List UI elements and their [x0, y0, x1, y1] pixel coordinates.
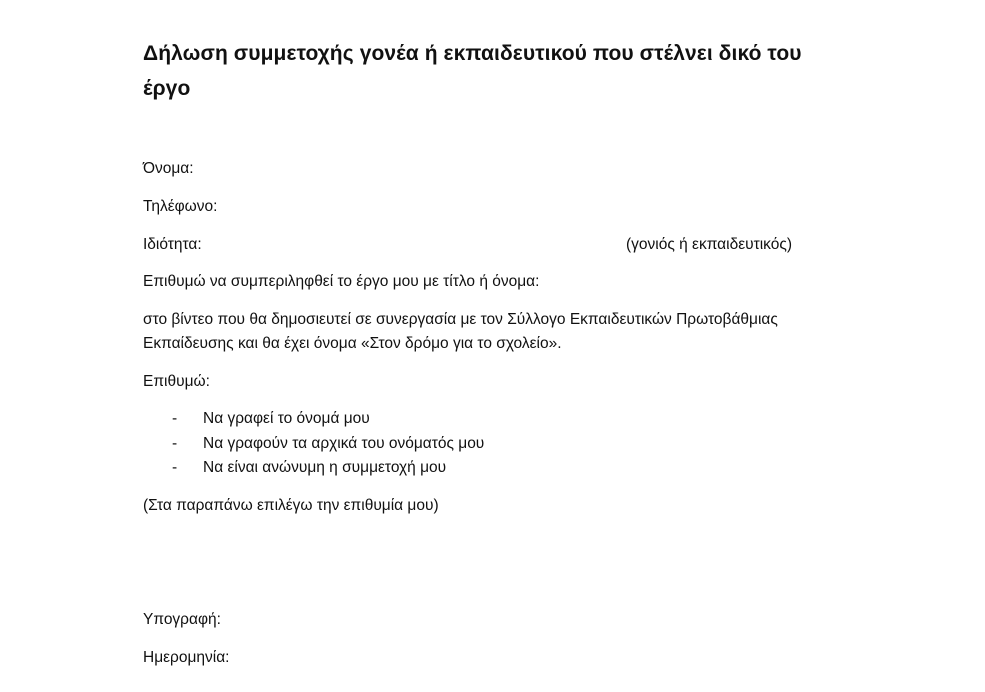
work-title-label: Επιθυμώ να συμπεριληφθεί το έργο μου με τίτλο ή όνομα:	[143, 273, 540, 290]
role-field-label: Ιδιότητα:	[143, 236, 202, 253]
list-item	[143, 407, 484, 432]
list-item	[143, 432, 484, 457]
date-label: Ημερομηνία:	[143, 649, 230, 666]
options-list	[143, 407, 484, 481]
signature-label: Υπογραφή:	[143, 611, 221, 628]
document-title: Δήλωση συμμετοχής γονέα ή εκπαιδευτικού που στέλνει δικό του έργο	[143, 42, 802, 100]
role-field-note: (γονιός ή εκπαιδευτικός)	[626, 236, 792, 253]
option-anonymous: Να είναι ανώνυμη η συμμετοχή μου	[203, 459, 447, 476]
list-dash: -	[172, 410, 178, 427]
list-item	[143, 456, 484, 481]
list-dash: -	[172, 459, 178, 476]
list-dash: -	[172, 434, 178, 452]
option-name-visible: Να γραφεί το όνομά μου	[203, 410, 370, 427]
option-initials: Να γραφούν τα αρχικά του ονόματός μου	[203, 434, 485, 452]
name-field-label: Όνομα:	[143, 160, 194, 177]
video-paragraph: στο βίντεο που θα δημοσιευτεί σε συνεργασία με τον Σύλλογο Εκπαιδευτικών Πρωτοβάθμιας Εκπαίδευσης και θα έχει όνομα «Στον δρόμο για το σχολείο».	[143, 311, 778, 352]
role-field	[143, 233, 843, 257]
wish-label: Επιθυμώ:	[143, 373, 210, 390]
phone-field-label: Τηλέφωνο:	[143, 198, 218, 215]
document-page	[143, 36, 843, 666]
options-note: (Στα παραπάνω επιλέγω την επιθυμία μου)	[143, 497, 439, 514]
